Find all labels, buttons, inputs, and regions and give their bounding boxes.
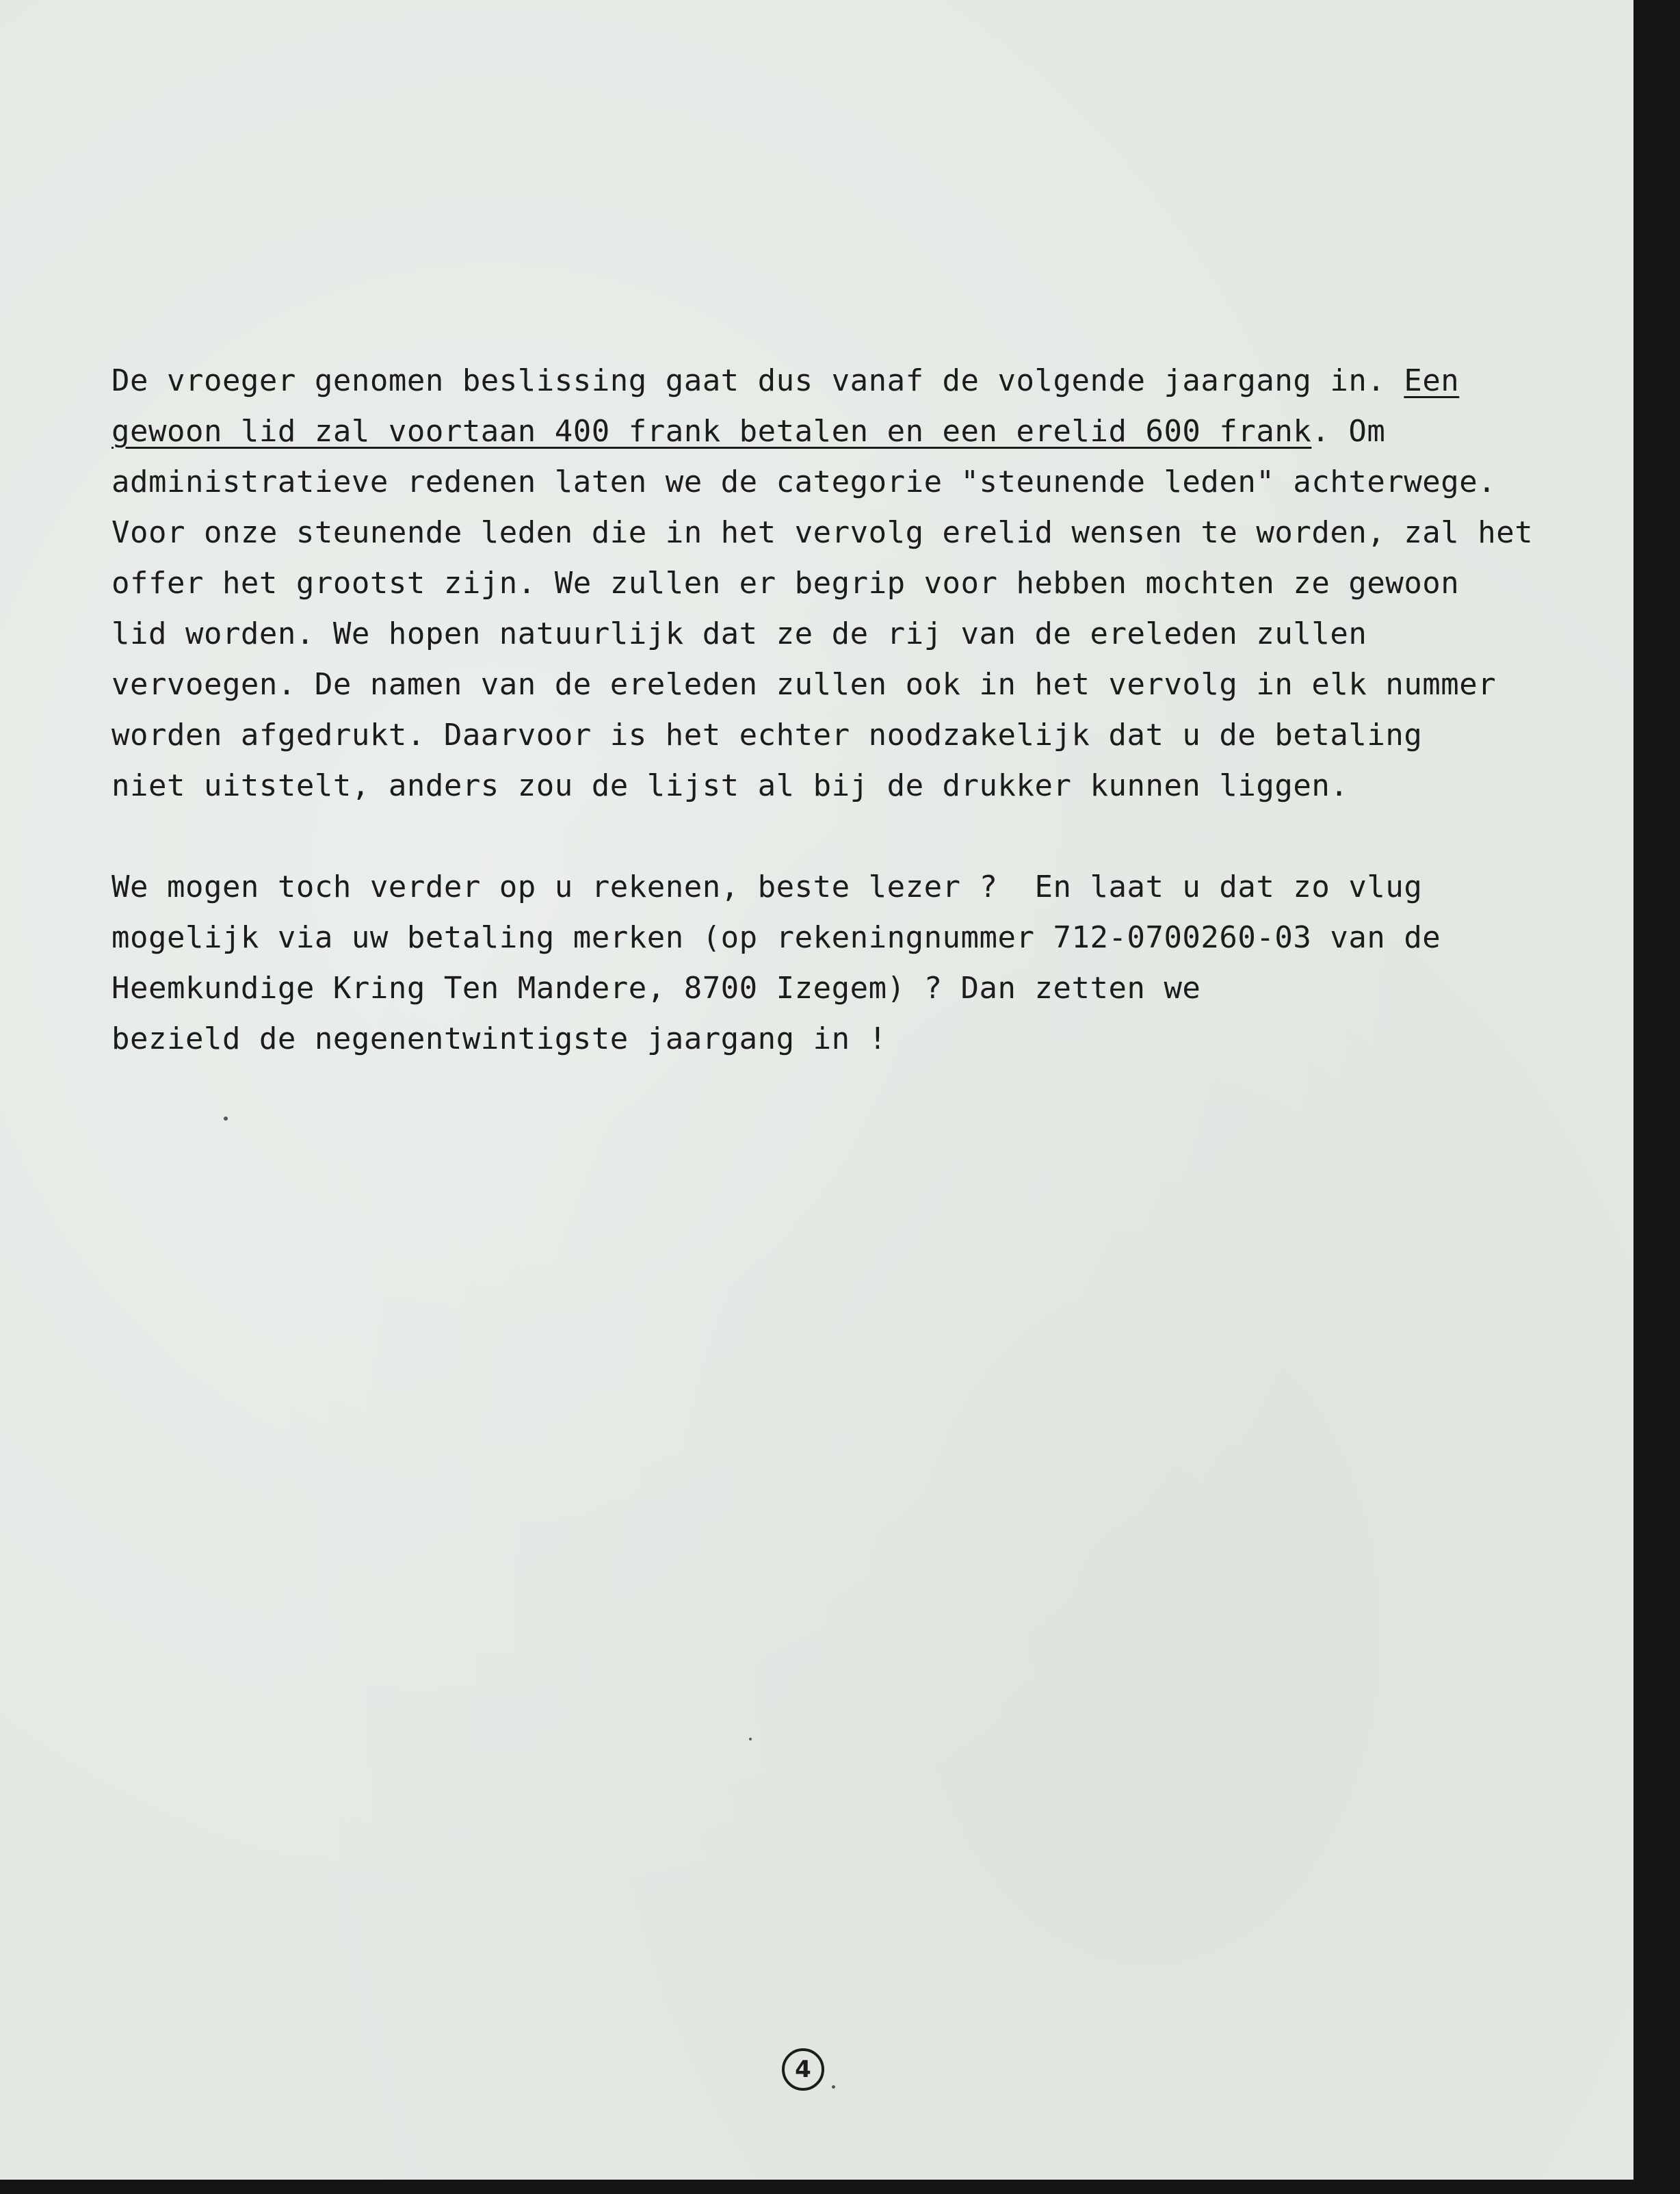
scan-border-right bbox=[1633, 0, 1680, 2194]
scan-border-bottom bbox=[0, 2180, 1680, 2194]
text-line: niet uitstelt, anders zou de lijst al bij de drukker kunnen liggen. bbox=[111, 768, 1349, 803]
text-line: worden afgedrukt. Daarvoor is het echter noodzakelijk dat u de betaling bbox=[111, 718, 1423, 753]
text-line: vervoegen. De namen van de ereleden zullen ook in het vervolg in elk nummer bbox=[111, 667, 1497, 702]
paragraph-payment-request bbox=[111, 862, 1480, 1065]
text-line: bezield de negenentwintigste jaargang in ! bbox=[111, 1021, 887, 1056]
page-number: 4 bbox=[795, 2056, 811, 2083]
text-line: administratieve redenen laten we de categorie "steunende leden" achterwege. bbox=[111, 465, 1497, 499]
text-line: We mogen toch verder op u rekenen, beste lezer ? En laat u dat zo vlug bbox=[111, 870, 1423, 904]
underlined-text: gewoon lid zal voortaan 400 frank betalen en een erelid 600 frank bbox=[111, 414, 1312, 449]
text-line: Voor onze steunende leden die in het vervolg erelid wensen te worden, zal het bbox=[111, 515, 1534, 550]
text-line: offer het grootst zijn. We zullen er begrip voor hebben mochten ze gewoon bbox=[111, 566, 1460, 601]
text-line bbox=[111, 406, 1480, 457]
text-segment: De vroeger genomen beslissing gaat dus vanaf de volgende jaargang in. bbox=[111, 363, 1404, 398]
text-line: Heemkundige Kring Ten Mandere, 8700 Izegem) ? Dan zetten we bbox=[111, 971, 1201, 1006]
text-segment: . Om bbox=[1311, 414, 1386, 449]
scan-speck bbox=[832, 2085, 835, 2089]
paragraph-membership-fees bbox=[111, 356, 1534, 811]
scan-speck bbox=[749, 1738, 752, 1740]
scan-speck bbox=[224, 1116, 228, 1121]
underlined-text: Een bbox=[1404, 363, 1460, 398]
text-line: mogelijk via uw betaling merken (op rekeningnummer 712-0700260-03 van de bbox=[111, 920, 1441, 955]
page-number-badge bbox=[782, 2048, 824, 2091]
text-line bbox=[111, 356, 1480, 406]
text-line: lid worden. We hopen natuurlijk dat ze de rij van de ereleden zullen bbox=[111, 616, 1367, 651]
body-text bbox=[111, 356, 1534, 1065]
